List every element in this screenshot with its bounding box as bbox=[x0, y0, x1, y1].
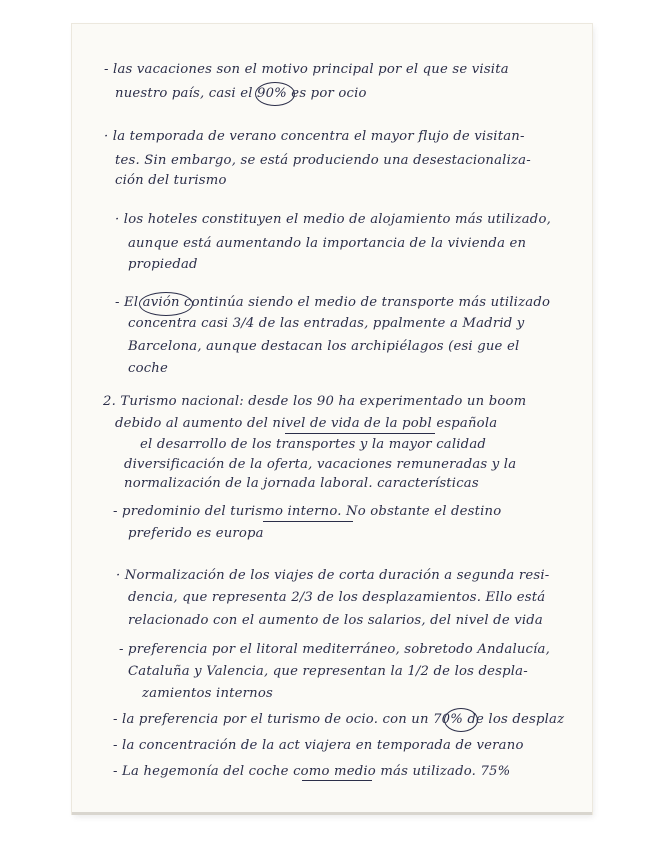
note-line-27: - la concentración de la act viajera en temporada de verano bbox=[113, 738, 524, 753]
note-line-10: concentra casi 3/4 de las entradas, ppalmente a Madrid y bbox=[128, 316, 525, 331]
note-line-25: zamientos internos bbox=[142, 686, 273, 701]
note-line-22: relacionado con el aumento de los salarios, del nivel de vida bbox=[128, 613, 543, 628]
note-line-6: · los hoteles constituyen el medio de alojamiento más utilizado, bbox=[115, 212, 551, 227]
underline-nivel-de-vida bbox=[285, 433, 435, 434]
note-line-24: Cataluña y Valencia, que representan la 1/2 de los despla- bbox=[128, 664, 528, 679]
underline-turismo-interno bbox=[263, 521, 353, 522]
circle-mark-70-percent bbox=[444, 708, 478, 732]
note-line-4: tes. Sin embargo, se está produciendo una desestacionaliza- bbox=[115, 153, 531, 168]
note-line-21: dencia, que representa 2/3 de los desplazamientos. Ello está bbox=[128, 590, 546, 605]
note-line-20: · Normalización de los viajes de corta duración a segunda resi- bbox=[116, 568, 550, 583]
note-line-18: - predominio del turismo interno. No obstante el destino bbox=[113, 504, 502, 519]
note-line-19: preferido es europa bbox=[128, 526, 264, 541]
note-line-8: propiedad bbox=[128, 257, 198, 272]
note-line-28: - La hegemonía del coche como medio más utilizado. 75% bbox=[113, 764, 511, 779]
circle-mark-90-percent bbox=[255, 82, 295, 106]
note-line-2: nuestro país, casi el 90% es por ocio bbox=[115, 86, 367, 101]
note-line-15: el desarrollo de los transportes y la mayor calidad bbox=[140, 437, 487, 452]
note-line-9: - El avión continúa siendo el medio de transporte más utilizado bbox=[115, 295, 551, 310]
underline-del-coche bbox=[302, 780, 372, 781]
circle-mark-avion bbox=[139, 292, 193, 316]
note-line-11: Barcelona, aunque destacan los archipiélagos (esi gue el bbox=[128, 339, 520, 354]
note-line-14: debido al aumento del nivel de vida de la pobl española bbox=[115, 416, 498, 431]
note-line-7: aunque está aumentando la importancia de la vivienda en bbox=[128, 236, 527, 251]
page-edge-shadow bbox=[72, 812, 592, 815]
note-line-26: - la preferencia por el turismo de ocio. con un 70% de los desplaz bbox=[113, 712, 565, 727]
note-line-23: - preferencia por el litoral mediterráneo, sobretodo Andalucía, bbox=[119, 642, 551, 657]
note-line-17: normalización de la jornada laboral. características bbox=[124, 476, 479, 491]
note-line-12: coche bbox=[128, 361, 169, 376]
note-line-5: ción del turismo bbox=[115, 173, 227, 188]
note-line-13: 2. Turismo nacional: desde los 90 ha experimentado un boom bbox=[103, 394, 527, 409]
note-line-16: diversificación de la oferta, vacaciones remuneradas y la bbox=[124, 457, 517, 472]
note-line-3: · la temporada de verano concentra el mayor flujo de visitan- bbox=[104, 129, 525, 144]
note-line-1: - las vacaciones son el motivo principal por el que se visita bbox=[104, 62, 509, 77]
